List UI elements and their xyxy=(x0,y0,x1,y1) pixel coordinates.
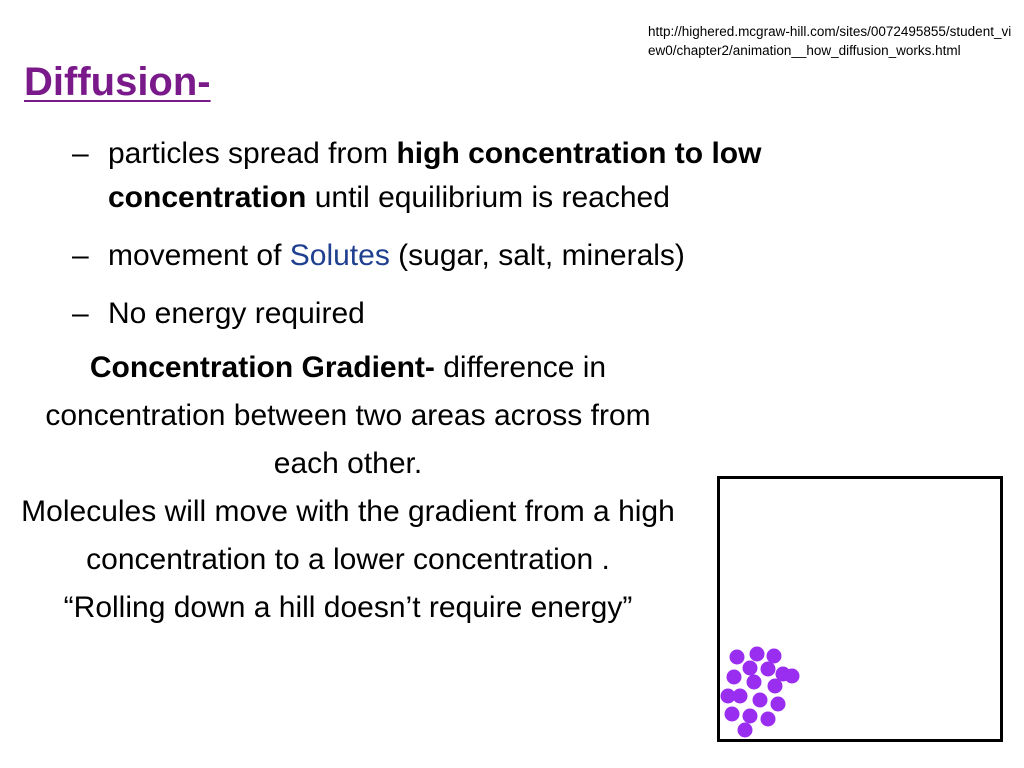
particle-dot xyxy=(743,709,758,724)
particle-dot xyxy=(771,697,786,712)
bullet-item-energy xyxy=(72,292,912,336)
slide-title: Diffusion- xyxy=(24,60,211,104)
bullet-text-end: until equilibrium is reached xyxy=(306,181,670,214)
bullet-text xyxy=(108,234,685,278)
bullet-item-solutes xyxy=(72,234,912,278)
quote-text: “Rolling down a hill doesn’t require energy” xyxy=(63,591,633,624)
particle-dot xyxy=(785,669,800,684)
gradient-explanation xyxy=(16,344,680,632)
bullet-item-concentration xyxy=(72,132,912,220)
movement-text: Molecules will move with the gradient from a high concentration to a lower concentration . xyxy=(21,495,675,576)
particle-dot xyxy=(730,650,745,665)
particle-dot xyxy=(768,679,783,694)
particle-dot xyxy=(747,675,762,690)
bullet-text-start: movement of xyxy=(108,239,290,272)
source-url: http://highered.mcgraw-hill.com/sites/0072495855/student_view0/chapter2/animation__how_diffusion_works.html xyxy=(648,24,1012,58)
particle-dot xyxy=(743,661,758,676)
bullet-text-end: (sugar, salt, minerals) xyxy=(389,239,685,272)
gradient-definition-text: difference in concentration between two areas across from each other. xyxy=(45,351,651,480)
diffusion-animation-box xyxy=(717,476,1003,742)
particle-dot xyxy=(750,647,765,662)
bullet-dash: – xyxy=(72,239,89,272)
bullet-text xyxy=(108,132,912,220)
bullet-dash: – xyxy=(72,297,89,330)
bullet-list xyxy=(72,132,912,350)
particle-dot xyxy=(761,662,776,677)
gradient-definition xyxy=(16,344,680,488)
particle-dot xyxy=(767,649,782,664)
particles-group xyxy=(721,647,800,738)
bullet-text: No energy required xyxy=(108,297,365,330)
particle-dot xyxy=(753,693,768,708)
particle-cluster xyxy=(720,479,1000,739)
particle-dot xyxy=(727,670,742,685)
solutes-term: Solutes xyxy=(289,239,390,272)
bullet-dash: – xyxy=(72,137,89,170)
particle-dot xyxy=(738,723,753,738)
gradient-term: Concentration Gradient- xyxy=(89,351,435,384)
bullet-bold-phrase: high concentration to low concentration xyxy=(108,137,762,214)
particle-dot xyxy=(725,707,740,722)
particle-dot xyxy=(721,689,736,704)
bullet-text-start: particles spread from xyxy=(108,137,397,170)
particle-dot xyxy=(761,712,776,727)
